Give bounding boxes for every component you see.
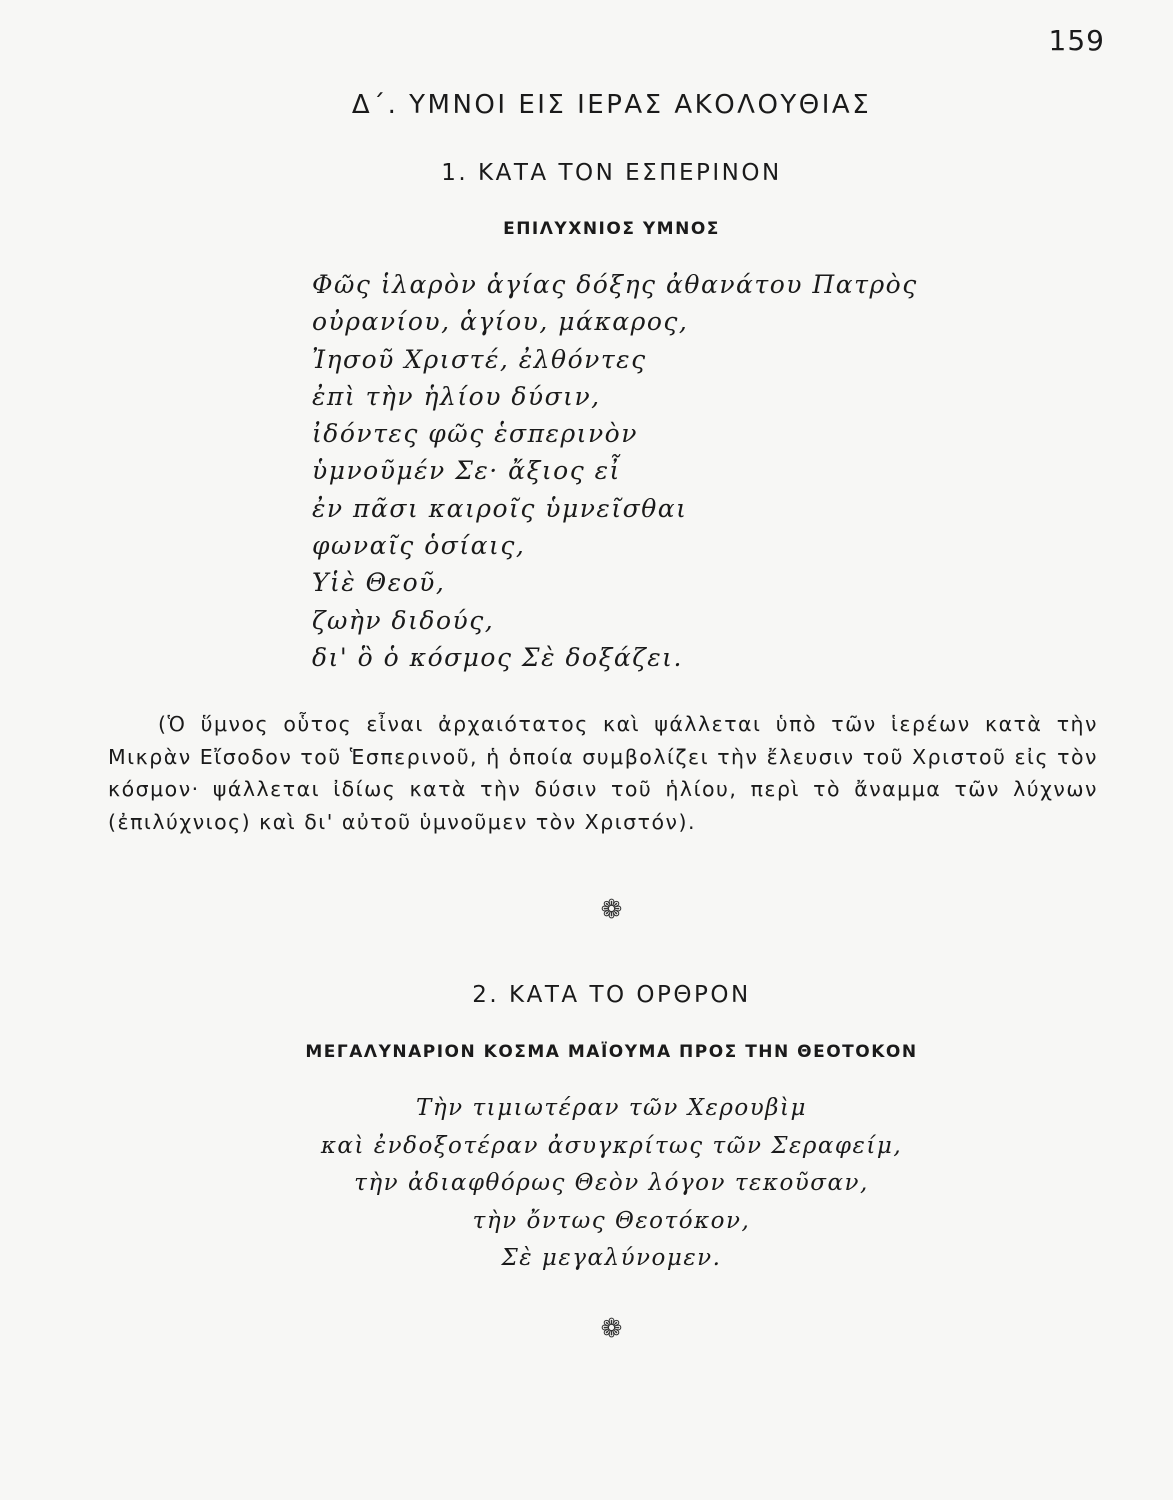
section1-title: 1. ΚΑΤΑ ΤΟΝ ΕΣΠΕΡΙΝΟΝ (441, 160, 782, 186)
hymn-line: καὶ ἐνδοξοτέραν ἀσυγκρίτως τῶν Σεραφείμ, (320, 1132, 903, 1159)
hymn-line: Ἰησοῦ Χριστέ, ἐλθόντες (312, 344, 647, 374)
hymn-line: ὑμνοῦμέν Σε· ἄξιος εἶ (312, 456, 621, 486)
page-number: 159 (1048, 24, 1105, 57)
hymn-line: Φῶς ἱλαρὸν ἁγίας δόξης ἀθανάτου Πατρὸς (312, 270, 918, 299)
hymn-line: οὐρανίου, ἁγίου, μάκαρος, (312, 307, 689, 337)
hymn-line: τὴν ἀδιαφθόρως Θεὸν λόγον τεκοῦσαν, (354, 1170, 869, 1196)
hymn-line: τὴν ὄντως Θεοτόκον, (472, 1207, 751, 1234)
hymn-line: Σὲ μεγαλύνομεν. (501, 1245, 722, 1271)
hymn-line: Τὴν τιμιωτέραν τῶν Χερουβὶμ (416, 1095, 807, 1121)
flower-ornament-icon: ❁ (600, 1314, 623, 1344)
section2-subtitle: ΜΕΓΑΛΥΝΑΡΙΟΝ ΚΟΣΜΑ ΜΑΪΟΥΜΑ ΠΡΟΣ ΤΗΝ ΘΕΟΤΟΚΟΝ (305, 1042, 918, 1062)
hymn-phos-hilaron (312, 266, 918, 676)
hymn-line: δι' ὃ ὁ κόσμος Σὲ δοξάζει. (312, 642, 683, 672)
hymn-line: Υἱὲ Θεοῦ, (312, 568, 446, 598)
section2-title: 2. ΚΑΤΑ ΤΟ ΟΡΘΡΟΝ (472, 982, 751, 1008)
flower-ornament-icon: ❁ (600, 895, 623, 925)
hymn-line: ἐν πᾶσι καιροῖς ὑμνεῖσθαι (312, 493, 688, 523)
hymn-megalynarion (0, 1090, 1173, 1278)
hymn-line: ζωὴν διδούς, (312, 605, 495, 635)
hymn-line: ἰδόντες φῶς ἑσπερινὸν (312, 419, 638, 449)
chapter-title: Δ΄. ΥΜΝΟΙ ΕΙΣ ΙΕΡΑΣ ΑΚΟΛΟΥΘΙΑΣ (351, 90, 872, 120)
explanatory-note: (Ὁ ὕμνος οὗτος εἶναι ἀρχαιότατος καὶ ψάλλεται ὑπὸ τῶν ἱερέων κατὰ τὴν Μικρὰν Εἴσοδον τοῦ Ἑσπερινοῦ, ἡ ὁποία συμβολίζει τὴν ἔλευσιν τοῦ Χριστοῦ εἰς τὸν κόσμον· ψάλλεται ἰδίως κατὰ τὴν δύσιν τοῦ ἡλίου, περὶ τὸ ἄναμμα τῶν λύχνων (ἐπιλύχνιος) καὶ δι' αὐτοῦ ὑμνοῦμεν τὸν Χριστόν). (108, 712, 1098, 834)
hymn-line: ἐπὶ τὴν ἡλίου δύσιν, (312, 381, 601, 411)
section1-subtitle: ΕΠΙΛΥΧΝΙΟΣ ΥΜΝΟΣ (503, 219, 720, 239)
hymn-line: φωναῖς ὁσίαις, (312, 531, 526, 561)
